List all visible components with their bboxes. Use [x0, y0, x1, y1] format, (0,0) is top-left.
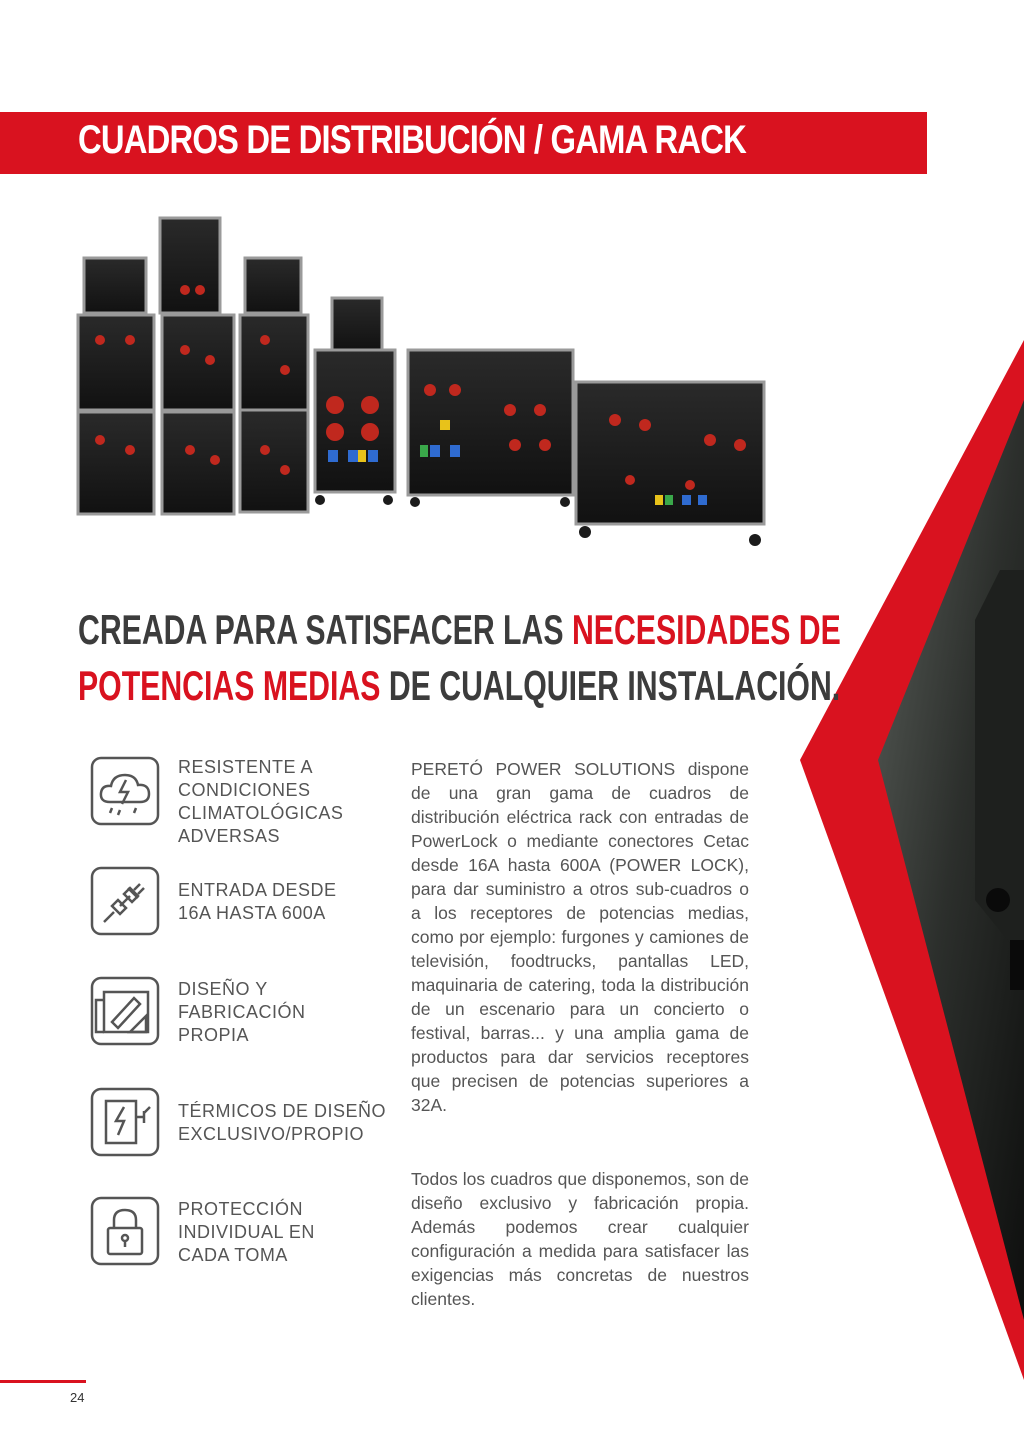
headline-line-2 — [78, 658, 841, 714]
side-photo-chevron — [800, 340, 1024, 1380]
body-paragraph-2: Todos los cuadros que disponemos, son de diseño exclusivo y fabricación propia. Además podemos crear cualquier configuración a medida para satisfacer las exigencias más concretas de nuestros clientes. — [411, 1169, 749, 1309]
feature-text-design — [178, 978, 306, 1047]
feature-line: TÉRMICOS DE DISEÑO — [178, 1101, 387, 1121]
headline-red-2: POTENCIAS MEDIAS — [78, 662, 381, 709]
headline-line-1 — [78, 602, 841, 658]
feature-text-weather — [178, 756, 343, 848]
page-number: 24 — [70, 1390, 85, 1405]
page-title: CUADROS DE DISTRIBUCIÓN / GAMA RACK — [78, 118, 747, 162]
breaker-switch-icon — [90, 1087, 160, 1157]
headline-dark-2: DE CUALQUIER INSTALACIÓN. — [380, 662, 841, 709]
feature-text-input — [178, 879, 337, 925]
feature-line: 16A HASTA 600A — [178, 903, 326, 923]
headline-red-1: NECESIDADES DE — [571, 606, 841, 653]
blueprint-design-icon — [90, 976, 160, 1046]
header-banner — [0, 112, 927, 174]
feature-line: ENTRADA DESDE — [178, 880, 337, 900]
feature-line: CADA TOMA — [178, 1245, 288, 1265]
feature-line: PROPIA — [178, 1025, 250, 1045]
feature-line: ADVERSAS — [178, 826, 281, 846]
padlock-icon — [90, 1196, 160, 1266]
headline — [78, 602, 841, 714]
feature-line: DISEÑO Y — [178, 979, 268, 999]
feature-line: PROTECCIÓN — [178, 1199, 304, 1219]
footer-divider — [0, 1380, 86, 1383]
weather-cloud-icon — [90, 756, 160, 826]
feature-line: CLIMATOLÓGICAS — [178, 803, 344, 823]
feature-line: FABRICACIÓN — [178, 1002, 306, 1022]
feature-line: INDIVIDUAL EN — [178, 1222, 315, 1242]
plug-icon — [90, 866, 160, 936]
feature-line: EXCLUSIVO/PROPIO — [178, 1124, 365, 1144]
body-paragraph-1: PERETÓ POWER SOLUTIONS dispone de una gran gama de cuadros de distribución eléctrica rack con entradas de PowerLock o mediante conectores Cetac desde 16A hasta 600A (POWER LOCK), para dar suministro a otros sub-cuadros o a los receptores de potencias medias, como por ejemplo: furgones y camiones de televisión, foodtrucks, pantallas LED, maquinaria de catering, toda la distribución de un escenario para un concierto o festival, barras... y una amplia gama de productos para dar servicios receptores que precisen de potencias superiores a 32A. — [411, 759, 749, 1115]
feature-text-breakers — [178, 1100, 386, 1146]
feature-line: RESISTENTE A — [178, 757, 314, 777]
feature-line: CONDICIONES — [178, 780, 311, 800]
headline-dark-1: CREADA PARA SATISFACER LAS — [78, 606, 572, 653]
feature-text-protection — [178, 1198, 315, 1267]
rack-distribution-boxes-image — [70, 210, 790, 560]
